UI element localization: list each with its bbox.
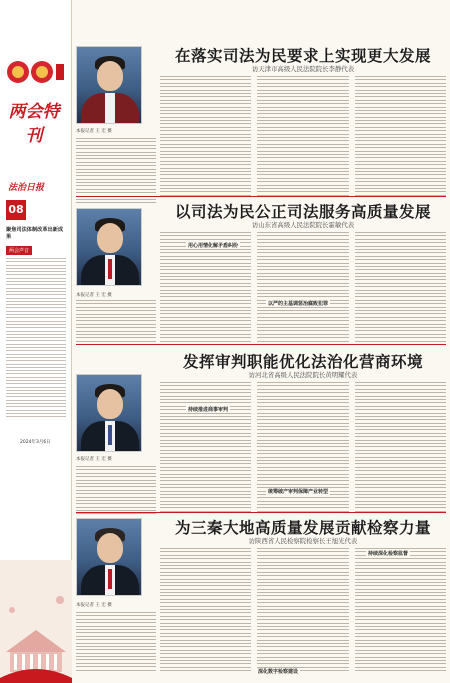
side-tag: 两会声音 xyxy=(6,246,32,255)
article-3 xyxy=(76,350,446,510)
article-body-left xyxy=(76,612,156,673)
photo-caption: 本报记者 王 宏 摄 xyxy=(76,603,112,608)
great-hall-decoration-icon xyxy=(0,560,72,683)
sub-heading: 用心用情化解矛盾纠纷 xyxy=(188,243,239,249)
article-subtitle: 访陕西省人民检察院检察长王旭光代表 xyxy=(248,537,358,545)
special-title: 两会特刊 xyxy=(8,102,60,146)
section-divider xyxy=(76,344,446,345)
sub-heading: 统筹破产审判保障产业转型 xyxy=(268,489,329,495)
sub-heading: 深化数字检察建设 xyxy=(258,669,299,675)
article-subtitle: 访山东省高级人民法院院长霍敏代表 xyxy=(251,221,355,229)
article-body xyxy=(160,548,446,673)
sub-heading: 以严的主基调惩治腐败犯罪 xyxy=(268,301,329,307)
portrait-photo xyxy=(76,374,142,452)
section-divider xyxy=(76,196,446,197)
sidebar xyxy=(0,0,72,683)
article-title: 发挥审判职能优化法治化营商环境 xyxy=(182,352,423,371)
side-headline: 聚焦司法体制改革出新成果 xyxy=(6,227,64,240)
article-body-left xyxy=(76,466,156,517)
article-title: 在落实司法为民要求上实现更大发展 xyxy=(174,46,431,65)
article-body-left xyxy=(76,300,156,344)
article-subtitle: 访天津市高级人民法院院长李静代表 xyxy=(251,65,355,73)
emblem-icon xyxy=(4,50,68,94)
photo-caption: 本报记者 王 宏 摄 xyxy=(76,293,112,298)
section-divider xyxy=(76,512,446,513)
sub-heading: 持续推进商事审判 xyxy=(188,407,229,413)
photo-caption: 本报记者 王 宏 摄 xyxy=(76,457,112,462)
side-date: 2024年3月6日 xyxy=(20,440,51,445)
page-number: 08 xyxy=(6,200,26,220)
side-body-text xyxy=(6,258,66,420)
photo-caption: 本报记者 王 宏 摄 xyxy=(76,129,112,134)
portrait-photo xyxy=(76,518,142,596)
article-body xyxy=(160,76,446,198)
sub-heading: 持续深化检察监督 xyxy=(368,551,409,557)
portrait-photo xyxy=(76,208,142,286)
portrait-photo xyxy=(76,46,142,124)
article-title: 以司法为民公正司法服务高质量发展 xyxy=(174,202,431,221)
article-subtitle: 访河北省高级人民法院院长黄明耀代表 xyxy=(248,371,358,379)
article-1 xyxy=(76,46,446,196)
article-title: 为三秦大地高质量发展贡献检察力量 xyxy=(174,518,431,537)
paper-name: 法治日报 xyxy=(8,183,45,193)
article-2 xyxy=(76,200,446,340)
article-4 xyxy=(76,516,446,681)
